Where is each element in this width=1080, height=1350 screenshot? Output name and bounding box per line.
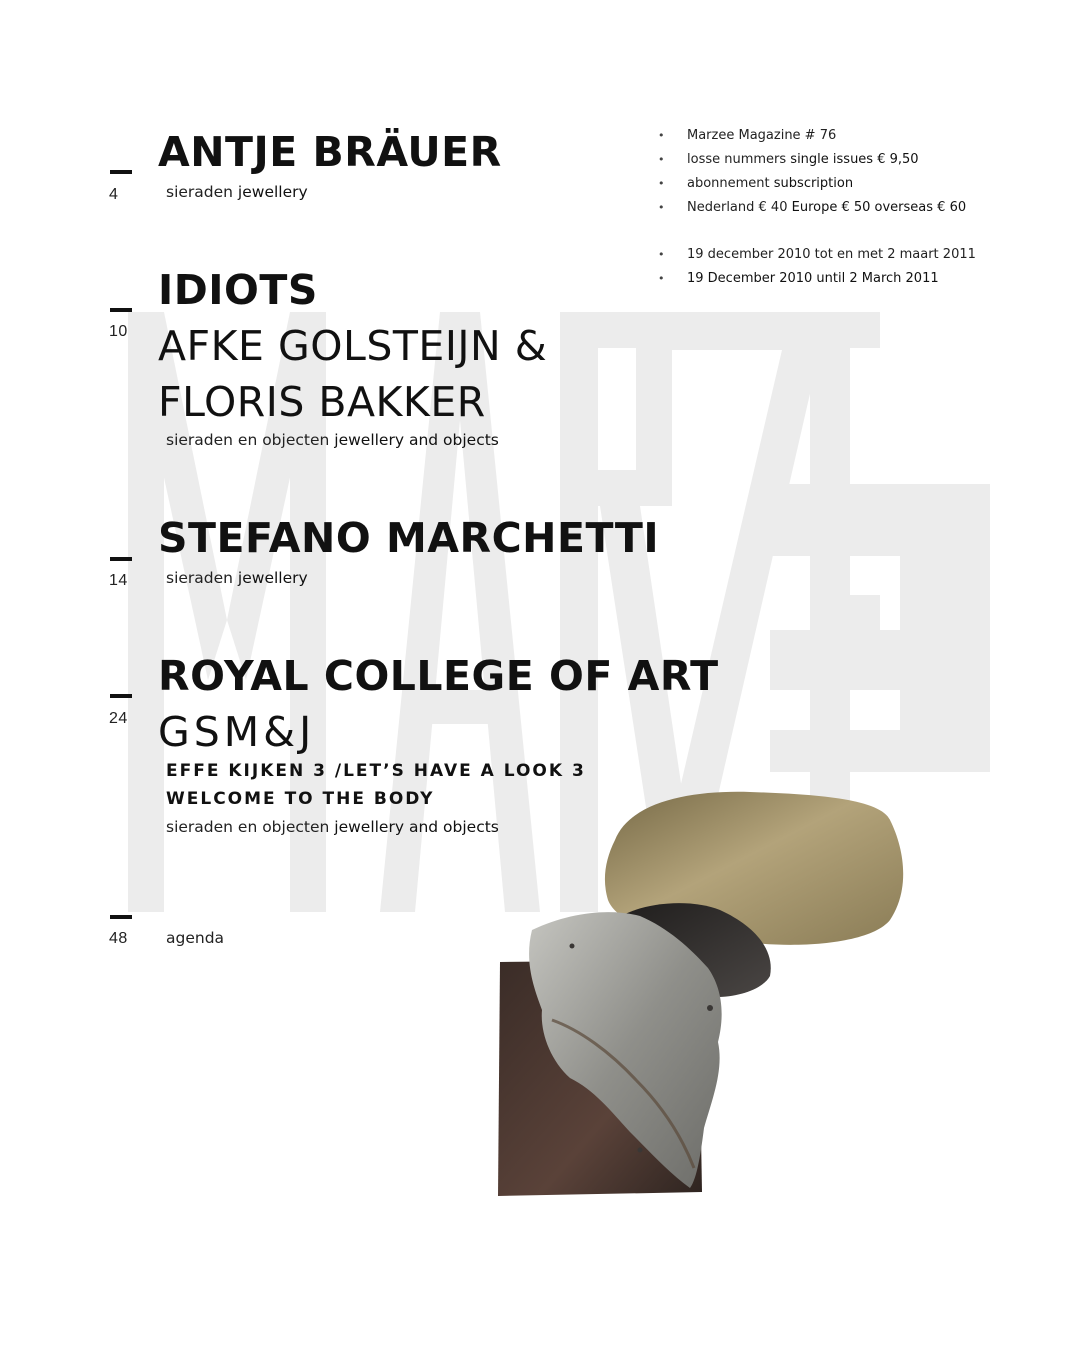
article-subtitle: sieraden jewellery [166,183,308,201]
page-marker-dash [110,557,132,561]
page-number: 4 [109,186,119,203]
article-artists-line-1: AFKE GOLSTEIJN & [158,322,548,370]
page-number: 48 [109,930,128,947]
brooch-artwork-icon [490,780,930,1210]
info-item-single-issues: • losse nummers single issues € 9,50 [658,150,1018,174]
info-item-dates-nl: • 19 december 2010 tot en met 2 maart 2011 [658,245,1018,269]
issue-info-list [658,126,1018,222]
article-subtitle: sieraden en objecten jewellery and objects [166,818,499,836]
article-exhibition-2: WELCOME TO THE BODY [166,789,435,809]
issue-info [658,126,1018,293]
info-item-dates-en: • 19 December 2010 until 2 March 2011 [658,269,1018,293]
article-title: IDIOTS [158,266,318,314]
agenda-label: agenda [166,929,225,947]
page-number: 10 [109,323,128,340]
info-item-subscription: • abonnement subscription [658,174,1018,198]
article-exhibition-1: EFFE KIJKEN 3 /LET’S HAVE A LOOK 3 [166,761,586,781]
page-number: 14 [109,572,128,589]
article-title: STEFANO MARCHETTI [158,514,660,562]
article-program: GSM&J [158,708,316,756]
article-title: ANTJE BRÄUER [158,128,502,176]
article-subtitle: sieraden jewellery [166,569,308,587]
page-marker-dash [110,915,132,919]
article-subtitle: sieraden en objecten jewellery and objects [166,431,499,449]
article-title: ROYAL COLLEGE OF ART [158,652,719,700]
page-marker-dash [110,170,132,174]
issue-dates-list [658,245,1018,293]
info-item-prices: • Nederland € 40 Europe € 50 overseas € 60 [658,198,1018,222]
info-item-magazine: • Marzee Magazine # 76 [658,126,1018,150]
page-marker-dash [110,308,132,312]
article-artists-line-2: FLORIS BAKKER [158,378,486,426]
page-number: 24 [109,710,128,727]
page-marker-dash [110,694,132,698]
